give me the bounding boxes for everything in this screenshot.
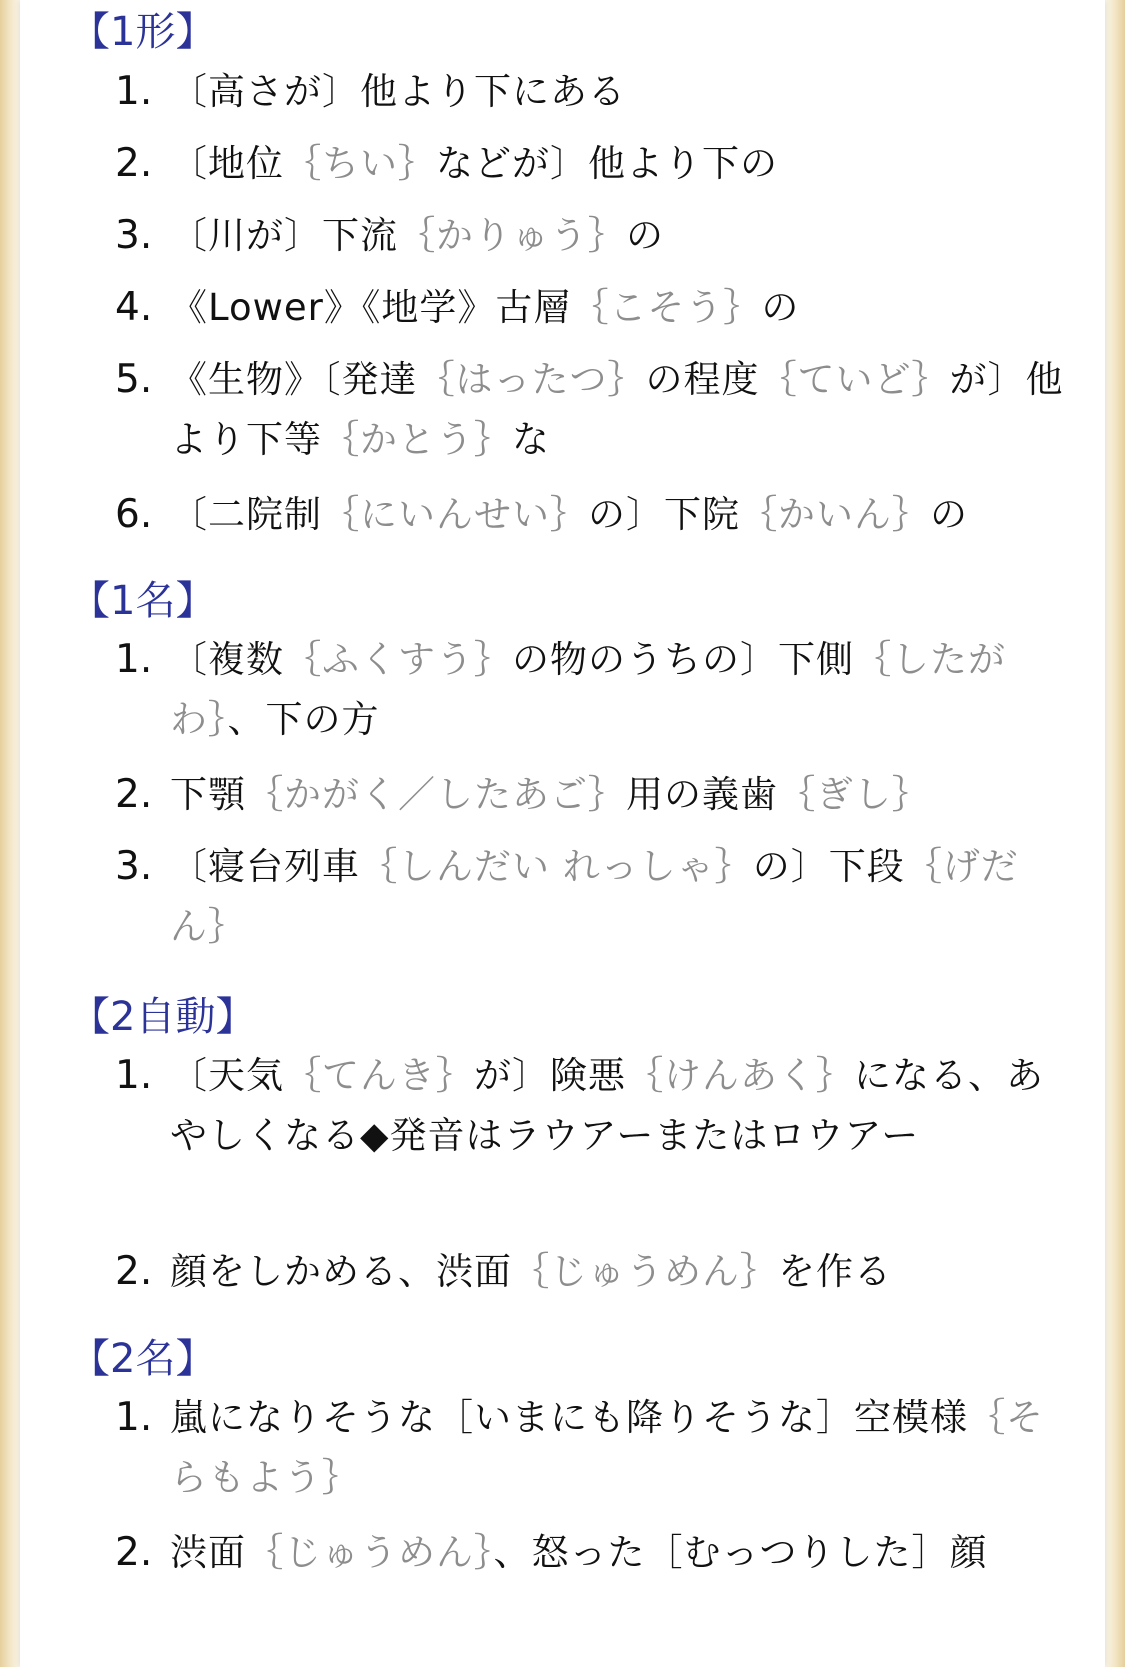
item-number: 5. bbox=[115, 357, 153, 402]
definition-segment: の bbox=[761, 286, 800, 329]
reading-gloss: ｛かりゅう｝ bbox=[398, 214, 626, 257]
reading-gloss: ｛ふくすう｝ bbox=[284, 638, 512, 681]
section-heading: 【1形】 bbox=[70, 9, 216, 55]
definition-text bbox=[170, 206, 1075, 266]
definition-segment: の〕下院 bbox=[588, 493, 740, 536]
definition-text bbox=[170, 1523, 1075, 1583]
reading-gloss: ｛にいんせい｝ bbox=[322, 493, 588, 536]
definition-segment: 《生物》〔発達 bbox=[170, 358, 418, 401]
definition-segment: が〕他より下等 bbox=[170, 358, 1064, 461]
definition-text bbox=[170, 765, 1075, 825]
section-heading: 【1名】 bbox=[70, 578, 216, 624]
definition-segment: 下顎 bbox=[170, 773, 246, 816]
definition-segment: 、怒った［むっつりした］顔 bbox=[493, 1531, 988, 1574]
item-number: 3. bbox=[115, 213, 153, 258]
reading-gloss: ｛てんき｝ bbox=[284, 1054, 474, 1097]
definition-segment: の bbox=[626, 214, 664, 257]
definition-text bbox=[170, 134, 1075, 194]
item-number: 2. bbox=[115, 141, 153, 186]
reading-gloss: ｛はったつ｝ bbox=[417, 358, 646, 401]
definition-segment: 顔をしかめる、渋面 bbox=[170, 1250, 512, 1293]
reading-gloss: ｛ぎし｝ bbox=[778, 773, 930, 816]
definition-segment: などが〕他より下の bbox=[436, 142, 778, 185]
item-number: 2. bbox=[115, 1530, 153, 1575]
definition-text bbox=[170, 62, 1075, 122]
section-heading: 【2名】 bbox=[70, 1336, 216, 1382]
item-number: 4. bbox=[115, 285, 153, 330]
definition-segment: が〕険悪 bbox=[474, 1054, 626, 1097]
item-number: 2. bbox=[115, 1249, 153, 1294]
definition-segment: 〔二院制 bbox=[170, 493, 322, 536]
definition-segment: 〔複数 bbox=[170, 638, 284, 681]
definition-text bbox=[170, 1242, 1075, 1302]
reading-gloss: ｛じゅうめん｝ bbox=[246, 1531, 494, 1574]
reading-gloss: ｛げだん｝ bbox=[170, 845, 1019, 948]
section-heading: 【2自動】 bbox=[70, 994, 256, 1040]
definition-segment: 、下の方 bbox=[227, 698, 380, 741]
reading-gloss: ｛したがわ｝ bbox=[170, 638, 1006, 741]
reading-gloss: ｛けんあく｝ bbox=[626, 1054, 854, 1097]
reading-gloss: ｛こそう｝ bbox=[571, 286, 762, 329]
item-number: 1. bbox=[115, 1395, 153, 1440]
definition-segment: 渋面 bbox=[170, 1531, 246, 1574]
definition-segment: を作る bbox=[778, 1250, 892, 1293]
definition-segment: の bbox=[930, 493, 968, 536]
reading-gloss: ｛かがく／したあご｝ bbox=[246, 773, 626, 816]
definition-segment: になる、あやしくなる◆発音はラウアーまたはロウアー bbox=[170, 1054, 1044, 1157]
definition-segment: 〔地位 bbox=[170, 142, 284, 185]
dictionary-entry bbox=[20, 0, 1105, 1667]
definition-segment: 嵐になりそうな［いまにも降りそうな］空模様 bbox=[170, 1396, 968, 1439]
definition-text bbox=[170, 350, 1075, 470]
reading-gloss: ｛そらもよう｝ bbox=[170, 1396, 1044, 1499]
item-number: 6. bbox=[115, 492, 153, 537]
item-number: 2. bbox=[115, 772, 153, 817]
definition-text bbox=[170, 630, 1075, 750]
item-number: 1. bbox=[115, 69, 153, 114]
reading-gloss: ｛じゅうめん｝ bbox=[512, 1250, 778, 1293]
reading-gloss: ｛かとう｝ bbox=[322, 418, 512, 461]
definition-segment: 《Lower》《地学》古層 bbox=[170, 286, 572, 329]
definition-segment: の程度 bbox=[645, 358, 760, 401]
reading-gloss: ｛かいん｝ bbox=[740, 493, 930, 536]
definition-text bbox=[170, 837, 1075, 957]
definition-text bbox=[170, 278, 1075, 338]
item-number: 1. bbox=[115, 1053, 153, 1098]
definition-segment: 用の義歯 bbox=[626, 773, 778, 816]
definition-segment: 〔寝台列車 bbox=[170, 845, 360, 888]
reading-gloss: ｛しんだい れっしゃ｝ bbox=[360, 845, 753, 888]
reading-gloss: ｛ちい｝ bbox=[284, 142, 436, 185]
definition-segment: の〕下段 bbox=[752, 845, 905, 888]
reading-gloss: ｛ていど｝ bbox=[759, 358, 950, 401]
item-number: 3. bbox=[115, 844, 153, 889]
definition-text bbox=[170, 1046, 1075, 1166]
definition-segment: の物のうちの〕下側 bbox=[512, 638, 854, 681]
definition-segment: 〔川が〕下流 bbox=[170, 214, 398, 257]
definition-segment: 〔高さが〕他より下にある bbox=[170, 70, 626, 113]
definition-text bbox=[170, 1388, 1075, 1508]
item-number: 1. bbox=[115, 637, 153, 682]
definition-text bbox=[170, 485, 1075, 545]
definition-segment: 〔天気 bbox=[170, 1054, 284, 1097]
definition-segment: な bbox=[512, 418, 550, 461]
